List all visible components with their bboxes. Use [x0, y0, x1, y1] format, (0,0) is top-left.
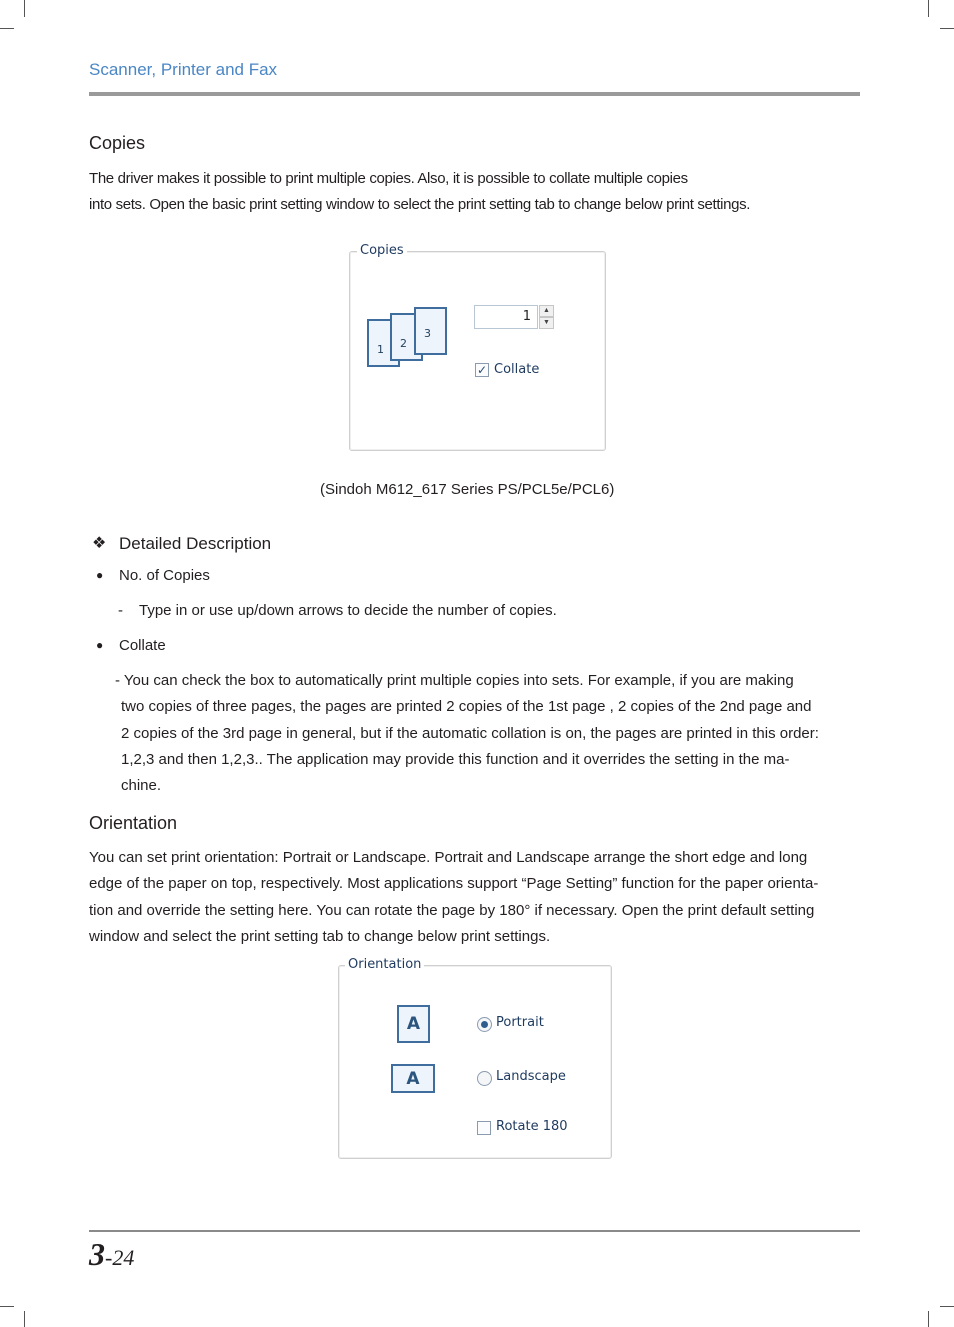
page-stack-icon	[414, 307, 447, 355]
crop-mark	[940, 28, 954, 29]
crop-mark	[940, 1306, 954, 1307]
footer-rule	[89, 1230, 860, 1232]
item-desc-copies: Type in or use up/down arrows to decide the number of copies.	[139, 602, 557, 619]
collate-checkbox[interactable]: ✓	[476, 363, 488, 377]
header-rule	[89, 92, 860, 96]
orientation-body-line: You can set print orientation: Portrait or Landscape. Portrait and Landscape arrange the short edge and long	[89, 849, 808, 866]
page-number: 3	[424, 327, 431, 340]
copies-group-title: Copies	[357, 243, 407, 258]
detailed-heading: Detailed Description	[119, 534, 272, 553]
copies-heading: Copies	[89, 133, 146, 153]
crop-mark	[928, 1311, 929, 1327]
crop-mark	[0, 28, 14, 29]
chapter-number: 3	[89, 1236, 105, 1272]
bullet-icon: ●	[96, 638, 104, 652]
crop-mark	[24, 0, 25, 17]
item-label-copies: No. of Copies	[119, 567, 210, 584]
crop-mark	[24, 1311, 25, 1327]
orientation-body-line: window and select the print setting tab to change below print settings.	[89, 928, 551, 945]
page-number	[89, 1236, 134, 1273]
spin-down-button[interactable]: ▼	[539, 317, 554, 329]
page-number: 1	[377, 343, 384, 356]
orientation-group-box	[338, 965, 612, 1159]
copies-intro-line-2: into sets. Open the basic print setting window to select the print setting tab to change below print settings.	[89, 196, 751, 213]
collate-label: Collate	[494, 362, 540, 377]
item-label-collate: Collate	[119, 637, 166, 654]
collate-desc-line: two copies of three pages, the pages are printed 2 copies of the 1st page , 2 copies of the 2nd page and	[121, 698, 812, 715]
copies-intro-line-1: The driver makes it possible to print multiple copies. Also, it is possible to collate multiple copies	[89, 170, 688, 187]
spin-up-button[interactable]: ▲	[539, 305, 554, 317]
orientation-body-line: edge of the paper on top, respectively. Most applications support “Page Setting” function for the paper orienta-	[89, 875, 819, 892]
rotate-180-label: Rotate 180	[496, 1119, 568, 1134]
diamond-bullet-icon: ❖	[92, 535, 107, 552]
bullet-icon: ●	[96, 568, 104, 582]
running-header: Scanner, Printer and Fax	[89, 60, 278, 79]
crop-mark	[0, 1306, 14, 1307]
orientation-group-title: Orientation	[345, 957, 424, 972]
rotate-180-checkbox[interactable]	[477, 1121, 491, 1135]
copies-count-input[interactable]: 1	[474, 305, 538, 329]
portrait-label: Portrait	[496, 1015, 544, 1030]
landscape-label: Landscape	[496, 1069, 566, 1084]
collate-desc-line: chine.	[121, 777, 162, 794]
crop-mark	[928, 0, 929, 17]
page-number: 2	[400, 337, 407, 350]
orientation-body-line: tion and override the setting here. You can rotate the page by 180° if necessary. Open the print default setting	[89, 902, 815, 919]
figure-caption: (Sindoh M612_617 Series PS/PCL5e/PCL6)	[320, 481, 615, 498]
collate-desc-line: - You can check the box to automatically print multiple copies into sets. For example, if you are making	[115, 672, 794, 689]
collate-desc-line: 1,2,3 and then 1,2,3.. The application may provide this function and it overrides the setting in the ma-	[121, 751, 790, 768]
portrait-radio[interactable]	[477, 1017, 492, 1032]
landscape-page-icon: A	[391, 1064, 435, 1093]
page-index: -24	[105, 1245, 135, 1270]
landscape-radio[interactable]	[477, 1071, 492, 1086]
collate-desc-line: 2 copies of the 3rd page in general, but if the automatic collation is on, the pages are printed in this order:	[121, 725, 819, 742]
dash-marker: -	[118, 602, 123, 619]
orientation-heading: Orientation	[89, 813, 178, 833]
portrait-page-icon: A	[397, 1005, 430, 1043]
